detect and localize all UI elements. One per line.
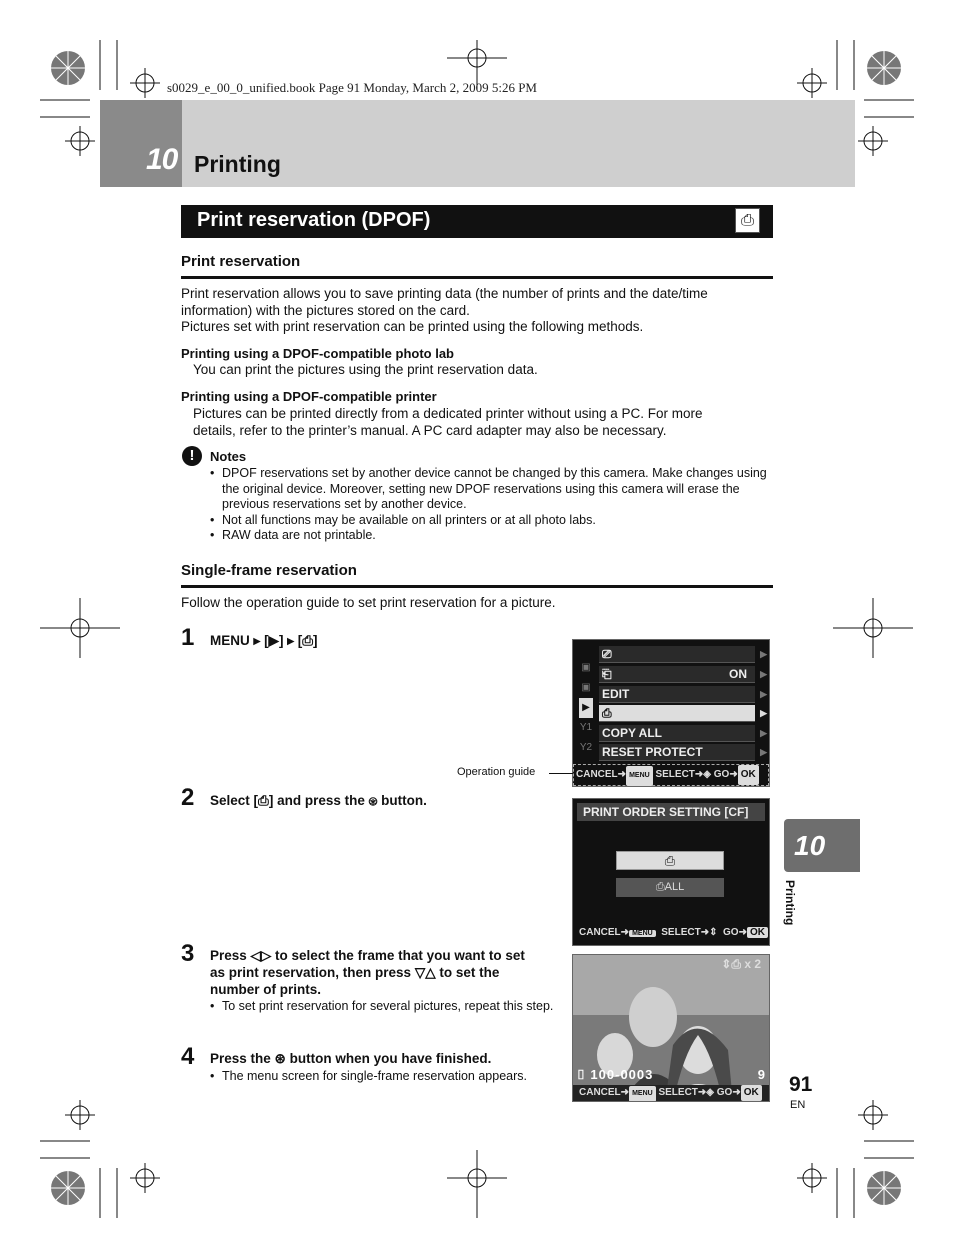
notes-title: Notes	[210, 449, 247, 464]
camera-menu-screen	[572, 639, 770, 787]
setup-icon: Y1	[579, 722, 593, 733]
page-language: EN	[790, 1099, 806, 1111]
step-3-text: Press ◁▷ to select the frame that you want to set as print reservation, then press ▽△ to set the number of prints.	[210, 948, 525, 997]
printer-text: Pictures can be printed directly from a dedicated printer without using a PC. For more details, refer to the printer’s manual. A PC card adapter may also be necessary.	[193, 406, 703, 438]
menu-row-copy-all: COPY ALL ▶	[599, 725, 755, 742]
operation-guide-bar: CANCEL➜ MENU SELECT➜◈ GO➜ OK	[573, 764, 769, 786]
all-print-option: ⎙ALL	[616, 878, 724, 897]
step-number: 2	[181, 784, 195, 811]
step-4-text: Press the ⊛ button when you have finished.	[210, 1051, 492, 1066]
list-item: • RAW data are not printable.	[208, 528, 774, 544]
operation-guide-bar: CANCEL➜ MENU SELECT➜⇕ GO➜ OK	[579, 927, 768, 938]
step-number: 3	[181, 940, 195, 967]
single-frame-heading: Single-frame reservation	[181, 562, 357, 579]
heading-rule	[181, 276, 773, 279]
setup-icon: Y2	[579, 742, 593, 753]
menu-tab-icons	[579, 658, 593, 758]
heading-rule	[181, 585, 773, 588]
print-reservation-heading: Print reservation	[181, 253, 301, 270]
book-file-line: s0029_e_00_0_unified.book Page 91 Monday, March 2, 2009 5:26 PM	[167, 80, 537, 95]
printer-heading: Printing using a DPOF-compatible printer	[181, 389, 437, 404]
side-tab-label: Printing	[783, 880, 797, 926]
menu-row-rotate: ⎗ ON ▶	[599, 666, 755, 683]
print-count: ⇕⎙ x 2	[721, 957, 761, 971]
print-reservation-para: Print reservation allows you to save printing data (the number of prints and the date/time information) with the pictures stored on the card. Pictures set with print reservation can be printed using the following methods.	[181, 286, 708, 334]
camera-icon: ▣	[581, 662, 591, 673]
list-item: • DPOF reservations set by another device cannot be changed by this camera. Make changes using the original device. Moreover, setting new DPOF reservations using this camera will erase the previous reservations set by another device.	[208, 466, 774, 513]
chapter-number: 10	[146, 143, 178, 176]
file-number: ⌷ 100-0003	[577, 1067, 654, 1082]
print-order-title: PRINT ORDER SETTING [CF]	[577, 803, 765, 821]
step-number: 1	[181, 624, 195, 651]
list-item: • To set print reservation for several pictures, repeat this step.	[208, 999, 560, 1015]
step-3-notes	[208, 999, 560, 1015]
list-item: • The menu screen for single-frame reservation appears.	[208, 1069, 560, 1085]
photo-lab-text: You can print the pictures using the print reservation data.	[193, 362, 538, 377]
callout-line	[549, 773, 573, 774]
caution-icon: !	[182, 446, 202, 466]
single-print-option: ⎙	[616, 851, 724, 870]
print-icon: ⎙	[735, 208, 760, 233]
frame-count: 9	[757, 1067, 765, 1082]
list-item: • Not all functions may be available on all printers or at all photo labs.	[208, 513, 774, 529]
photo-preview-screen	[572, 954, 770, 1102]
section-title: Print reservation (DPOF)	[197, 209, 431, 231]
side-tab-number: 10	[794, 830, 826, 861]
photo-lab-heading: Printing using a DPOF-compatible photo lab	[181, 346, 454, 361]
step-4-notes	[208, 1069, 560, 1085]
page-number: 91	[789, 1073, 813, 1096]
menu-row-edit: EDIT ▶	[599, 686, 755, 703]
notes-list	[208, 466, 774, 544]
single-frame-intro: Follow the operation guide to set print reservation for a picture.	[181, 595, 556, 610]
operation-guide-bar: CANCEL➜ MENU SELECT➜◈ GO➜ OK	[573, 1085, 769, 1101]
menu-row-reset-protect: RESET PROTECT ▶	[599, 744, 755, 761]
menu-row-slideshow: ⎚ ▶	[599, 646, 755, 663]
step-1-text: MENU ▸ [▶] ▸ [⎙]	[210, 633, 318, 648]
print-order-screen	[572, 798, 770, 946]
camera-icon: ▣	[581, 682, 591, 693]
playback-icon: ▶	[579, 698, 593, 718]
menu-row-print: ⎙ ▶	[599, 705, 755, 722]
step-number: 4	[181, 1043, 195, 1070]
chapter-title: Printing	[194, 151, 281, 177]
operation-guide-label: Operation guide	[457, 766, 536, 778]
step-2-text: Select [⎙] and press the ⊛ button.	[210, 793, 427, 808]
